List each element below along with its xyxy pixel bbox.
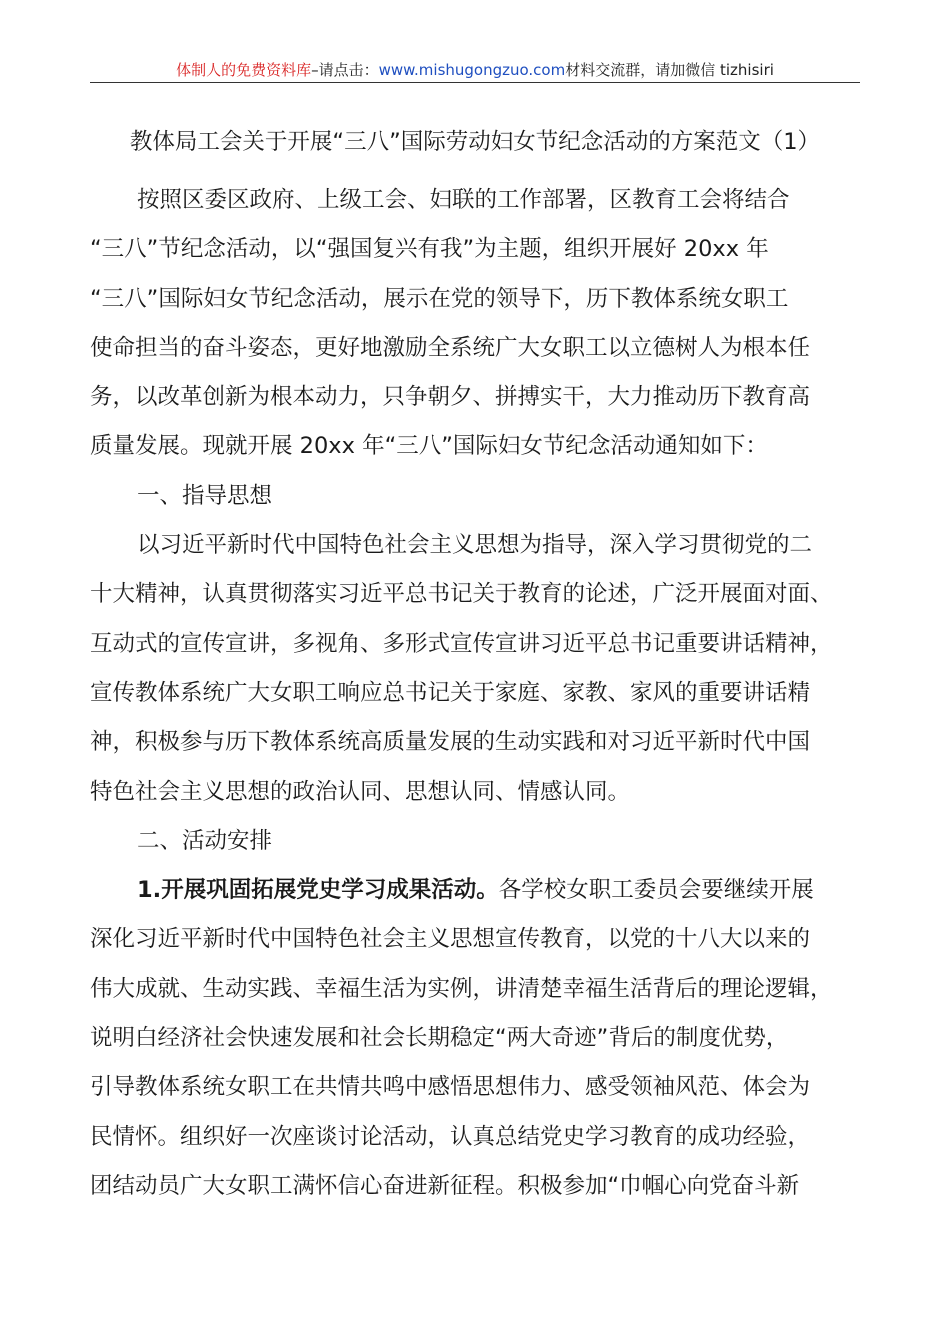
header-divider xyxy=(90,82,860,83)
header-separator: –请点击： xyxy=(311,61,379,79)
paragraph-line: 宣传教体系统广大女职工响应总书记关于家庭、家教、家风的重要讲话精 xyxy=(90,679,811,706)
document-title: 教体局工会关于开展“三八”国际劳动妇女节纪念活动的方案范文（1） xyxy=(129,129,821,155)
paragraph-line: 引导教体系统女职工在共情共鸣中感悟思想伟力、感受领袖风范、体会为 xyxy=(90,1074,811,1101)
item-1-first-line xyxy=(90,866,860,915)
paragraph-line: 以习近平新时代中国特色社会主义思想为指导，深入学习贯彻党的二 xyxy=(137,532,813,559)
paragraph-line: 质量发展。现就开展 20xx 年“三八”国际妇女节纪念活动通知如下： xyxy=(90,433,768,460)
paragraph-line: 特色社会主义思想的政治认同、思想认同、情感认同。 xyxy=(90,778,631,805)
paragraph-line: 团结动员广大女职工满怀信心奋进新征程。积极参加“巾帼心向党奋斗新 xyxy=(90,1172,800,1199)
page-header xyxy=(90,58,860,82)
paragraph-line: “三八”节纪念活动，以“强国复兴有我”为主题，组织开展好 20xx 年 xyxy=(90,236,769,263)
paragraph-line: 深化习近平新时代中国特色社会主义思想宣传教育，以党的十八大以来的 xyxy=(90,926,811,953)
header-wechat-note: 材料交流群，请加微信 tizhisiri xyxy=(565,61,774,79)
paragraph-line: 十大精神，认真贯彻落实习近平总书记关于教育的论述，广泛开展面对面、 xyxy=(90,581,833,608)
header-site-name: 体制人的免费资料库 xyxy=(176,61,312,79)
item-1-heading: 1.开展巩固拓展党史学习成果活动。 xyxy=(137,877,499,904)
section-heading-activity-arrangement: 二、活动安排 xyxy=(137,827,273,854)
paragraph-line: 互动式的宣传宣讲，多视角、多形式宣传宣讲习近平总书记重要讲话精神， xyxy=(90,630,833,657)
paragraph-line: 神，积极参与历下教体系统高质量发展的生动实践和对习近平新时代中国 xyxy=(90,729,811,756)
header-link[interactable]: www.mishugongzuo.com xyxy=(378,61,566,79)
document-body xyxy=(90,176,860,1211)
paragraph-line: 民情怀。组织好一次座谈讨论活动，认真总结党史学习教育的成功经验， xyxy=(90,1123,811,1150)
paragraph-line: 说明白经济社会快速发展和社会长期稳定“两大奇迹”背后的制度优势， xyxy=(90,1025,789,1052)
paragraph-line: 使命担当的奋斗姿态，更好地激励全系统广大女职工以立德树人为根本任 xyxy=(90,334,811,361)
paragraph-line: 伟大成就、生动实践、幸福生活为实例，讲清楚幸福生活背后的理论逻辑， xyxy=(90,975,833,1002)
item-1-text: 各学校女职工委员会要继续开展 xyxy=(498,877,814,904)
paragraph-line: 按照区委区政府、上级工会、妇联的工作部署，区教育工会将结合 xyxy=(137,187,790,213)
section-heading-guiding-ideology: 一、指导思想 xyxy=(137,482,273,509)
paragraph-line: 务，以改革创新为根本动力，只争朝夕、拼搏实干，大力推动历下教育高 xyxy=(90,384,811,411)
paragraph-line: “三八”国际妇女节纪念活动，展示在党的领导下，历下教体系统女职工 xyxy=(90,285,789,312)
